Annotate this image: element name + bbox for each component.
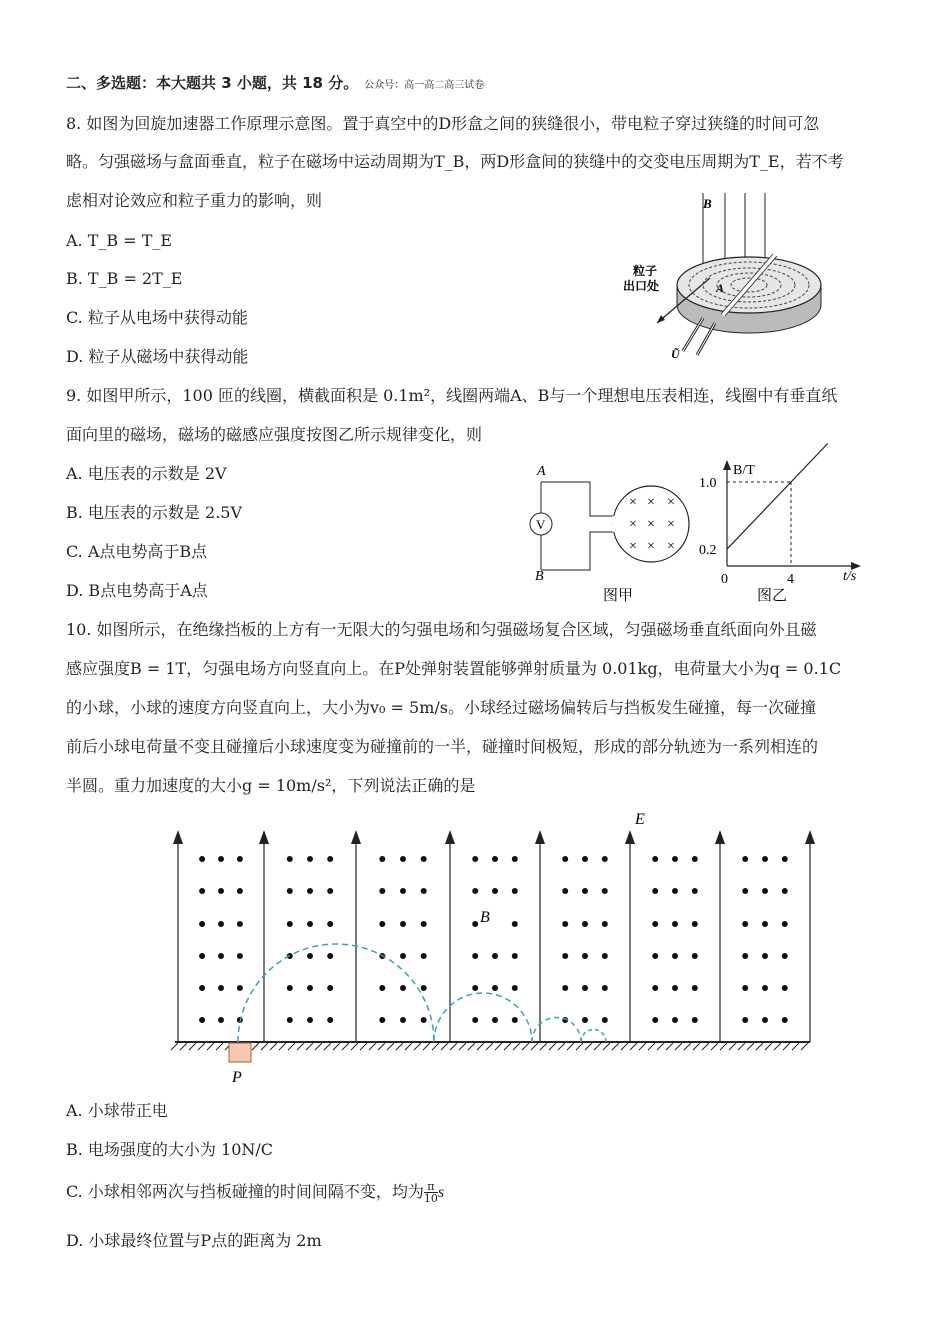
- b-field-dot: [218, 953, 224, 959]
- hatch-mark: [342, 1043, 349, 1050]
- fraction: [424, 1181, 438, 1204]
- b-field-dot: [218, 856, 224, 862]
- b-field-dot: [421, 921, 427, 927]
- cross-mark: ×: [629, 517, 637, 532]
- trajectory: [434, 993, 532, 1042]
- trajectory: [532, 1018, 581, 1043]
- b-field-dot: [472, 1017, 478, 1023]
- hatch-mark: [396, 1043, 403, 1050]
- label-a: A: [716, 281, 725, 295]
- hatch-mark: [594, 1043, 601, 1050]
- b-field-dot: [512, 1017, 518, 1023]
- hatch-mark: [486, 1043, 493, 1050]
- hatch-mark: [405, 1043, 412, 1050]
- b-field-dot: [199, 985, 205, 991]
- b-field-dot: [582, 985, 588, 991]
- q10-option-a: A. 小球带正电: [66, 1101, 168, 1120]
- b-field-dot: [400, 1017, 406, 1023]
- b-field-dot: [692, 921, 698, 927]
- hatch-mark: [522, 1043, 529, 1050]
- q8-option-b: B. T_B = 2T_E: [66, 269, 183, 288]
- hatch-mark: [513, 1043, 520, 1050]
- b-field-dot: [582, 888, 588, 894]
- hatch-mark: [657, 1043, 664, 1050]
- hatch-mark: [288, 1043, 295, 1050]
- b-field-dot: [742, 921, 748, 927]
- b-field-dot: [237, 856, 243, 862]
- b-field-dot: [762, 888, 768, 894]
- caption: 图乙: [757, 588, 788, 604]
- section-title: 二、多选题：本大题共 3 小题，共 18 分。: [66, 74, 359, 92]
- launcher: [229, 1043, 251, 1062]
- hatch-mark: [369, 1043, 376, 1050]
- q10-stem-line-5: 半圆。重力加速度的大小g = 10m/s²，下列说法正确的是: [66, 776, 476, 795]
- hatch-mark: [765, 1043, 772, 1050]
- y-tick-0-2: 0.2: [699, 543, 717, 559]
- hatch-mark: [720, 1043, 727, 1050]
- wire-top: [541, 482, 615, 516]
- b-field-dot: [582, 953, 588, 959]
- b-field-dot: [379, 888, 385, 894]
- hatch-mark: [207, 1043, 214, 1050]
- label-exit-1: 粒子: [633, 264, 658, 278]
- b-field-dot: [602, 1017, 608, 1023]
- hatch-mark: [531, 1043, 538, 1050]
- b-field-dot: [327, 856, 333, 862]
- b-field-dot: [562, 921, 568, 927]
- q8-stem-line-1: 8. 如图为回旋加速器工作原理示意图。置于真空中的D形盒之间的狭缝很小，带电粒子穿过狭缝的时间可忽: [66, 114, 820, 133]
- y-axis-arrow: [723, 460, 731, 470]
- hatch-mark: [477, 1043, 484, 1050]
- b-field-dot: [327, 888, 333, 894]
- b-field-dot: [199, 856, 205, 862]
- e-field-arrowhead: [805, 830, 815, 844]
- b-field-dot: [307, 985, 313, 991]
- q9-option-b: B. 电压表的示数是 2.5V: [66, 503, 243, 522]
- b-field-dot: [237, 985, 243, 991]
- b-field-dot: [782, 985, 788, 991]
- b-field-dot: [218, 888, 224, 894]
- b-field-dot: [782, 921, 788, 927]
- q9-option-c: C. A点电势高于B点: [66, 542, 208, 561]
- b-field-dot: [652, 856, 658, 862]
- b-field-dot: [379, 921, 385, 927]
- b-field-dot: [602, 985, 608, 991]
- q8-option-c: C. 粒子从电场中获得动能: [66, 308, 248, 327]
- voltmeter-label: V: [536, 517, 546, 532]
- hatch-mark: [261, 1043, 268, 1050]
- cyclotron-figure: [615, 193, 825, 368]
- hatch-mark: [180, 1043, 187, 1050]
- e-field-arrowhead: [445, 830, 455, 844]
- b-field-dot: [602, 856, 608, 862]
- b-field-dot: [692, 856, 698, 862]
- b-field-dot: [762, 921, 768, 927]
- b-field-dot: [492, 888, 498, 894]
- b-field-dot: [379, 856, 385, 862]
- q10-stem-line-2: 感应强度B = 1T，匀强电场方向竖直向上。在P处弹射装置能够弹射质量为 0.01kg，电荷量大小为q = 0.1C: [66, 659, 842, 678]
- b-field-dot: [327, 1017, 333, 1023]
- hatch-mark: [684, 1043, 691, 1050]
- hatch-mark: [639, 1043, 646, 1050]
- hatch-mark: [621, 1043, 628, 1050]
- b-field-dot: [762, 1017, 768, 1023]
- fraction-denominator: 10: [423, 1192, 438, 1205]
- e-field-arrowhead: [715, 830, 725, 844]
- b-field-dot: [652, 921, 658, 927]
- label-b: B: [703, 196, 712, 211]
- b-field-dot: [762, 856, 768, 862]
- hatch-mark: [198, 1043, 205, 1050]
- b-field-dot: [199, 888, 205, 894]
- hatch-mark: [774, 1043, 781, 1050]
- hatch-mark: [387, 1043, 394, 1050]
- cross-mark: ×: [667, 539, 675, 554]
- hatch-mark: [567, 1043, 574, 1050]
- trajectory: [238, 944, 434, 1042]
- q10-option-b: B. 电场强度的大小为 10N/C: [66, 1140, 274, 1159]
- e-field-arrowhead: [259, 830, 269, 844]
- b-field-dot: [379, 985, 385, 991]
- b-field-dot: [742, 856, 748, 862]
- hatch-mark: [252, 1043, 259, 1050]
- b-field-dot: [742, 1017, 748, 1023]
- q10-stem-line-1: 10. 如图所示，在绝缘挡板的上方有一无限大的匀强电场和匀强磁场复合区域，匀强磁场垂直纸面向外且磁: [66, 620, 817, 639]
- b-field-dot: [287, 856, 293, 862]
- hatch-mark: [747, 1043, 754, 1050]
- field-region-figure: [170, 810, 820, 1090]
- hatch-mark: [414, 1043, 421, 1050]
- b-field-dot: [237, 921, 243, 927]
- cross-mark: ×: [647, 495, 655, 510]
- b-field-dot: [512, 953, 518, 959]
- b-field-dot: [582, 856, 588, 862]
- q8-option-d: D. 粒子从磁场中获得动能: [66, 347, 249, 366]
- b-field-dot: [472, 953, 478, 959]
- b-field-dot: [307, 856, 313, 862]
- b-field-dot: [762, 985, 768, 991]
- e-field-arrowhead: [625, 830, 635, 844]
- b-field-dot: [237, 888, 243, 894]
- b-field-dot: [421, 888, 427, 894]
- hatch-mark: [540, 1043, 547, 1050]
- hatch-mark: [333, 1043, 340, 1050]
- b-field-dot: [237, 953, 243, 959]
- hatch-mark: [495, 1043, 502, 1050]
- b-field-dot: [287, 985, 293, 991]
- b-field-dot: [421, 953, 427, 959]
- hatch-mark: [576, 1043, 583, 1050]
- b-field-dot: [218, 1017, 224, 1023]
- hatch-mark: [558, 1043, 565, 1050]
- b-field-dot: [672, 1017, 678, 1023]
- hatch-mark: [297, 1043, 304, 1050]
- q9-option-a: A. 电压表的示数是 2V: [66, 464, 227, 483]
- label-p: P: [232, 1069, 242, 1086]
- hatch-mark: [801, 1043, 808, 1050]
- b-field-dot: [512, 921, 518, 927]
- q10-stem-line-4: 前后小球电荷量不变且碰撞后小球速度变为碰撞前的一半，碰撞时间极短，形成的部分轨迹为一系列相连的: [66, 737, 819, 756]
- b-field-dot: [492, 953, 498, 959]
- b-field-dot: [472, 985, 478, 991]
- hatch-mark: [603, 1043, 610, 1050]
- b-field-dot: [421, 985, 427, 991]
- hatch-mark: [693, 1043, 700, 1050]
- hatch-mark: [423, 1043, 430, 1050]
- b-field-dot: [492, 856, 498, 862]
- label-b: B: [480, 909, 490, 926]
- b-field-dots: [199, 856, 788, 1023]
- b-field-dot: [782, 1017, 788, 1023]
- hatch-mark: [432, 1043, 439, 1050]
- b-field-dot: [421, 856, 427, 862]
- fraction-numerator: π: [424, 1181, 438, 1193]
- b-field-dot: [692, 953, 698, 959]
- b-field-dot: [692, 888, 698, 894]
- barrier-hatch: [171, 1043, 808, 1050]
- b-field-dot: [400, 856, 406, 862]
- hatch-mark: [675, 1043, 682, 1050]
- b-field-dot: [287, 921, 293, 927]
- hatch-mark: [612, 1043, 619, 1050]
- hatch-mark: [783, 1043, 790, 1050]
- b-field-dot: [672, 888, 678, 894]
- b-field-dot: [400, 888, 406, 894]
- x-axis-label: t/s: [843, 569, 857, 584]
- hatch-mark: [171, 1043, 178, 1050]
- hatch-mark: [585, 1043, 592, 1050]
- b-field-dot: [672, 953, 678, 959]
- b-field-dot: [199, 1017, 205, 1023]
- b-field-dot: [582, 921, 588, 927]
- b-field-dot: [602, 953, 608, 959]
- b-field-dot: [782, 856, 788, 862]
- b-field-dot: [421, 1017, 427, 1023]
- q8-option-a: A. T_B = T_E: [66, 231, 173, 250]
- b-field-dot: [379, 1017, 385, 1023]
- b-field-dot: [652, 888, 658, 894]
- b-field-dot: [742, 888, 748, 894]
- hatch-mark: [738, 1043, 745, 1050]
- b-field-dot: [782, 888, 788, 894]
- b-field-dot: [218, 985, 224, 991]
- b-field-dot: [602, 888, 608, 894]
- b-field-dot: [512, 856, 518, 862]
- b-field-dot: [307, 888, 313, 894]
- b-field-dot: [602, 921, 608, 927]
- b-field-dot: [400, 953, 406, 959]
- hatch-mark: [549, 1043, 556, 1050]
- exit-arrow-head: [657, 315, 665, 323]
- hatch-mark: [315, 1043, 322, 1050]
- b-field-dot: [562, 856, 568, 862]
- b-field-dot: [652, 953, 658, 959]
- b-field-dot: [742, 953, 748, 959]
- hatch-mark: [648, 1043, 655, 1050]
- x-tick-4: 4: [787, 572, 794, 587]
- hatch-mark: [711, 1043, 718, 1050]
- b-field-dot: [492, 1017, 498, 1023]
- b-field-dot: [692, 1017, 698, 1023]
- cross-mark: ×: [667, 517, 675, 532]
- q10-stem-line-3: 的小球，小球的速度方向竖直向上，大小为v₀ = 5m/s。小球经过磁场偏转后与挡板发生碰撞，每一次碰撞: [66, 698, 816, 717]
- b-field-dot: [742, 985, 748, 991]
- hatch-mark: [378, 1043, 385, 1050]
- cross-mark: ×: [647, 539, 655, 554]
- hatch-mark: [459, 1043, 466, 1050]
- hatch-mark: [189, 1043, 196, 1050]
- crosses: [629, 495, 675, 554]
- hatch-mark: [351, 1043, 358, 1050]
- cross-mark: ×: [667, 495, 675, 510]
- y-tick-1-0: 1.0: [699, 476, 717, 491]
- e-field-arrowhead: [173, 830, 183, 844]
- unit: s: [437, 1184, 445, 1201]
- origin-label: 0: [721, 572, 728, 587]
- b-field-dot: [218, 921, 224, 927]
- cross-mark: ×: [629, 495, 637, 510]
- caption: 图甲: [603, 588, 634, 604]
- b-field-dot: [652, 985, 658, 991]
- b-field-dot: [287, 1017, 293, 1023]
- b-field-dot: [512, 888, 518, 894]
- b-field-dot: [307, 921, 313, 927]
- b-field-dot: [782, 953, 788, 959]
- label-e: E: [635, 811, 645, 828]
- q10-option-d: D. 小球最终位置与P点的距离为 2m: [66, 1231, 322, 1250]
- hatch-mark: [729, 1043, 736, 1050]
- b-field-dot: [472, 888, 478, 894]
- watermark: 公众号：高一高二高三试卷: [364, 80, 485, 91]
- b-t-graph: [695, 458, 865, 608]
- e-field-arrowhead: [535, 830, 545, 844]
- b-field-dot: [199, 921, 205, 927]
- cross-mark: ×: [647, 517, 655, 532]
- label-b: B: [535, 569, 544, 584]
- b-field-dot: [287, 888, 293, 894]
- hatch-mark: [279, 1043, 286, 1050]
- q10-option-c: [66, 1181, 444, 1204]
- q8-stem-line-2: 略。匀强磁场与盒面垂直，粒子在磁场中运动周期为T_B，两D形盒间的狭缝中的交变电压周期为T_E，若不考: [66, 152, 844, 171]
- hatch-mark: [216, 1043, 223, 1050]
- cross-mark: ×: [629, 539, 637, 554]
- q9-stem-line-1: 9. 如图甲所示，100 匝的线圈，横截面积是 0.1m²，线圈两端A、B与一个理想电压表相连，线圈中有垂直纸: [66, 386, 838, 405]
- label-u: Ũ: [671, 347, 680, 361]
- b-field-dot: [327, 985, 333, 991]
- q9-stem-line-2: 面向里的磁场，磁场的磁感应强度按图乙所示规律变化，则: [66, 425, 483, 444]
- hatch-mark: [666, 1043, 673, 1050]
- b-field-dot: [672, 856, 678, 862]
- b-field-dot: [692, 985, 698, 991]
- hatch-mark: [756, 1043, 763, 1050]
- series-line-b: [727, 443, 828, 549]
- b-field-dot: [307, 1017, 313, 1023]
- b-field-dot: [472, 921, 478, 927]
- hatch-mark: [306, 1043, 313, 1050]
- b-field-dot: [199, 953, 205, 959]
- b-field-dot: [562, 888, 568, 894]
- b-field-dot: [472, 856, 478, 862]
- b-field-dot: [562, 953, 568, 959]
- label-exit-2: 出口处: [623, 279, 660, 293]
- section-heading: [66, 72, 484, 97]
- q8-stem-line-3: 虑相对论效应和粒子重力的影响，则: [66, 191, 323, 210]
- hatch-mark: [792, 1043, 799, 1050]
- b-field-dot: [672, 921, 678, 927]
- coil-figure: [523, 458, 708, 608]
- hatch-mark: [468, 1043, 475, 1050]
- e-field-arrowhead: [351, 830, 361, 844]
- b-field-dot: [762, 953, 768, 959]
- hatch-mark: [630, 1043, 637, 1050]
- b-field-dot: [652, 1017, 658, 1023]
- b-field-dot: [492, 985, 498, 991]
- b-field-dot: [512, 985, 518, 991]
- b-field-dot: [672, 985, 678, 991]
- wire-bottom: [541, 532, 615, 570]
- q10-option-c-text: C. 小球相邻两次与挡板碰撞的时间间隔不变，均为: [66, 1182, 424, 1201]
- hatch-mark: [702, 1043, 709, 1050]
- b-field-dot: [327, 953, 333, 959]
- b-field-dot: [307, 953, 313, 959]
- b-field-dot: [327, 921, 333, 927]
- trajectory: [581, 1030, 606, 1043]
- hatch-mark: [450, 1043, 457, 1050]
- b-field-dot: [562, 985, 568, 991]
- hatch-mark: [324, 1043, 331, 1050]
- hatch-mark: [270, 1043, 277, 1050]
- label-a: A: [537, 464, 546, 479]
- hatch-mark: [441, 1043, 448, 1050]
- q9-option-d: D. B点电势高于A点: [66, 581, 208, 600]
- b-field-dot: [582, 1017, 588, 1023]
- y-axis-label: B/T: [733, 463, 755, 478]
- b-field-dot: [400, 921, 406, 927]
- hatch-mark: [504, 1043, 511, 1050]
- hatch-mark: [360, 1043, 367, 1050]
- b-field-dot: [400, 985, 406, 991]
